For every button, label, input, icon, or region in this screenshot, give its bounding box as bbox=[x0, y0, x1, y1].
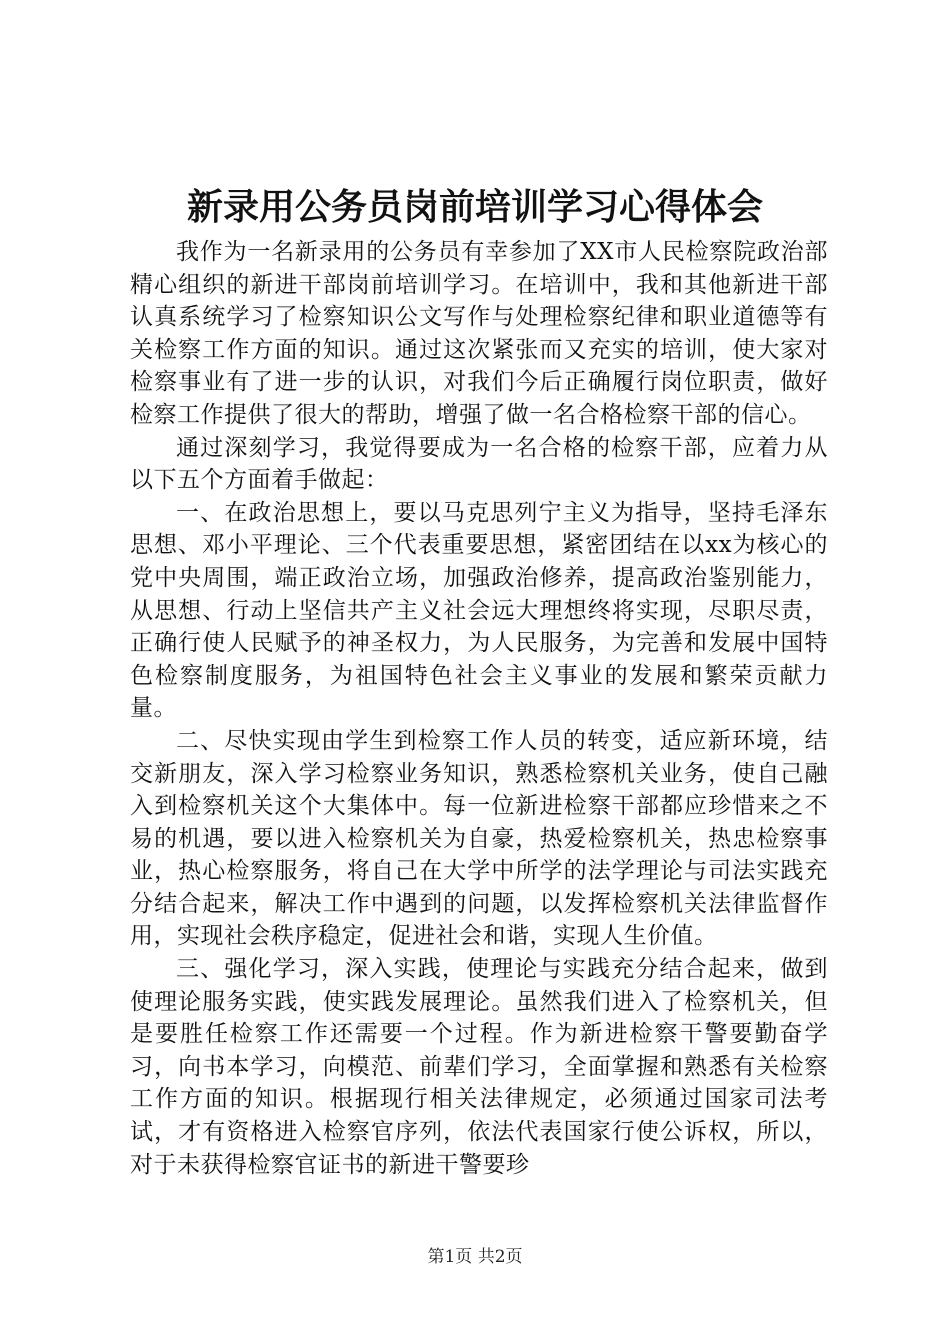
paragraph-5: 三、强化学习，深入实践，使理论与实践充分结合起来，做到使理论服务实践，使实践发展理论。虽然我们进入了检察机关，但是要胜任检察工作还需要一个过程。作为新进检察干警要勤奋学习，向书本学习，向模范、前辈们学习，全面掌握和熟悉有关检察工作方面的知识。根据现行相关法律规定，必须通过国家司法考试，才有资格进入检察官序列，依法代表国家行使公诉权，所以，对于未获得检察官证书的新进干警要珍 bbox=[130, 956, 828, 1178]
paragraph-3: 一、在政治思想上，要以马克思列宁主义为指导，坚持毛泽东思想、邓小平理论、三个代表重要思想，紧密团结在以xx为核心的党中央周围，端正政治立场，加强政治修养，提高政治鉴别能力，从思想、行动上坚信共产主义社会远大理想终将实现，尽职尽责，正确行使人民赋予的神圣权力，为人民服务，为完善和发展中国特色检察制度服务，为祖国特色社会主义事业的发展和繁荣贡献力量。 bbox=[130, 499, 828, 722]
paragraph-2: 通过深刻学习，我觉得要成为一名合格的检察干部，应着力从以下五个方面着手做起： bbox=[130, 434, 828, 494]
document-body bbox=[130, 236, 828, 1181]
document-title: 新录用公务员岗前培训学习心得体会 bbox=[186, 186, 763, 228]
paragraph-4: 二、尽快实现由学生到检察工作人员的转变，适应新环境，结交新朋友，深入学习检察业务知识，熟悉检察机关业务，使自己融入到检察机关这个大集体中。每一位新进检察干部都应珍惜来之不易的机遇，要以进入检察机关为自豪，热爱检察机关，热忠检察事业，热心检察服务，将自己在大学中所学的法学理论与司法实践充分结合起来，解决工作中遇到的问题，以发挥检察机关法律监督作用，实现社会秩序稳定，促进社会和谐，实现人生价值。 bbox=[130, 727, 828, 950]
paragraph-1: 我作为一名新录用的公务员有幸参加了XX市人民检察院政治部精心组织的新进干部岗前培训学习。在培训中，我和其他新进干部认真系统学习了检察知识公文写作与处理检察纪律和职业道德等有关检察工作方面的知识。通过这次紧张而又充实的培训，使大家对检察事业有了进一步的认识，对我们今后正确履行岗位职责，做好检察工作提供了很大的帮助，增强了做一名合格检察干部的信心。 bbox=[130, 239, 828, 428]
page-number-footer: 第1页 共2页 bbox=[427, 1247, 523, 1267]
